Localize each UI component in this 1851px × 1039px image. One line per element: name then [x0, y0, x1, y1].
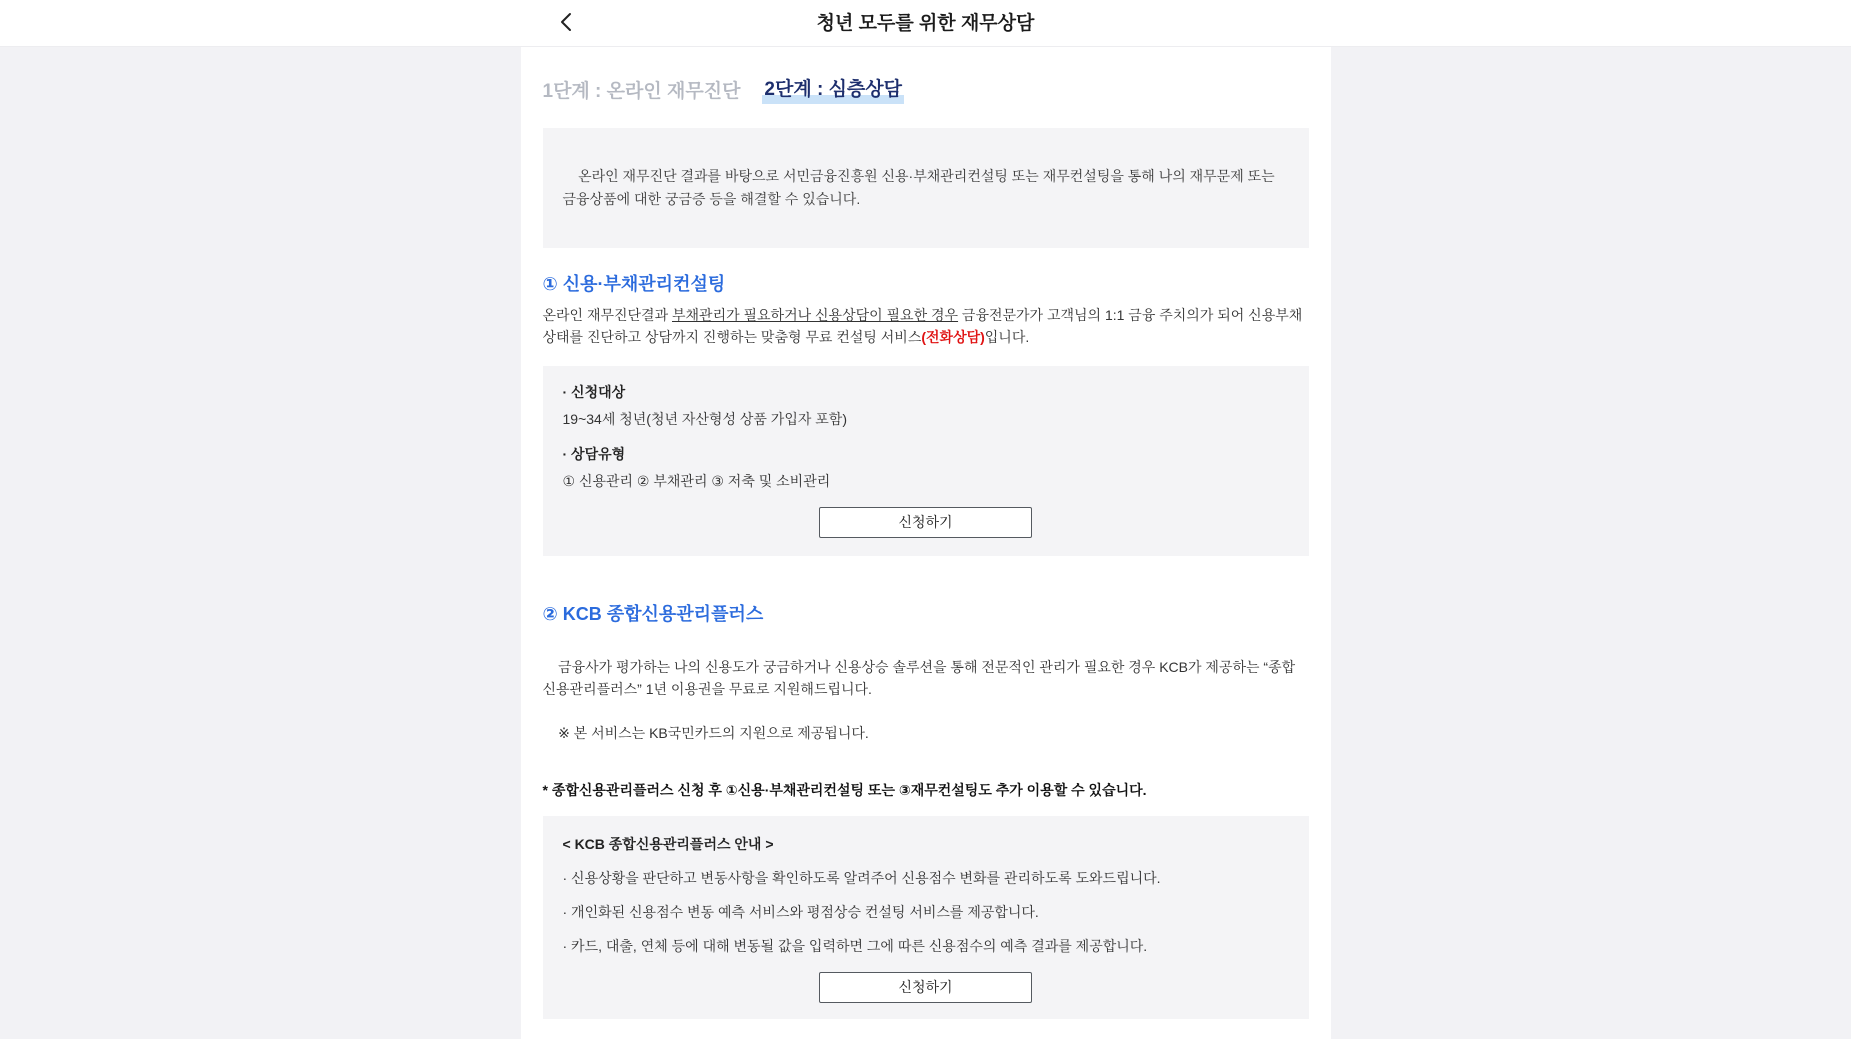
intro-text: 온라인 재무진단 결과를 바탕으로 서민금융진흥원 신용·부채관리컨설팅 또는 재무컨설팅을 통해 나의 재무문제 또는 금융상품에 대한 궁금증 등을 해결할 수 있습니다. [562, 167, 1279, 207]
tab-step2-in-depth-counseling[interactable]: 2단계 : 심층상담 [762, 79, 904, 104]
step-tabs [543, 47, 1309, 104]
section2-description [543, 634, 1309, 766]
content-card [521, 47, 1331, 1039]
section1-desc-post: 입니다. [984, 328, 1030, 345]
counsel-type-value: ① 신용관리 ② 부채관리 ③ 저축 및 소비관리 [562, 472, 831, 489]
apply-target-label: · 신청대상 [562, 383, 626, 400]
apply-target-group [563, 382, 1289, 429]
apply-target-value: 19~34세 청년(청년 자산형성 상품 가입자 포함) [562, 410, 847, 427]
tab-step1-online-diagnosis[interactable]: 1단계 : 온라인 재무진단 [542, 81, 741, 102]
kcb-guide-title: < KCB 종합신용관리플러스 안내 > [562, 835, 774, 852]
kcb-guide-bullet: · 카드, 대출, 연체 등에 대해 변동될 값을 입력하면 그에 따른 신용점수의 예측 결과를 제공합니다. [562, 937, 1148, 954]
section1-title: ① 신용·부채관리컨설팅 [542, 273, 726, 294]
section2-apply-button[interactable]: 신청하기 [819, 972, 1032, 1003]
page-title: 청년 모두를 위한 재무상담 [816, 13, 1035, 34]
kcb-guide-bullet: · 개인화된 신용점수 변동 예측 서비스와 평점상승 컨설팅 서비스를 제공합니다. [562, 903, 1039, 920]
section1-desc-underlined: 부채관리가 필요하거나 신용상담이 필요한 경우 [672, 306, 959, 323]
section2-title: ② KCB 종합신용관리플러스 [542, 603, 764, 624]
kcb-guide-bullet: · 신용상황을 판단하고 변동사항을 확인하도록 알려주어 신용점수 변화를 관리하도록 도와드립니다. [562, 869, 1161, 886]
section1-detail-box [543, 366, 1309, 556]
intro-info-box [543, 128, 1309, 248]
section2-desc-line1: 금융사가 평가하는 나의 신용도가 궁금하거나 신용상승 솔루션을 통해 전문적인 관리가 필요한 경우 KCB가 제공하는 “종합신용관리플러스” 1년 이용권을 무료로 지원해드립니다. [542, 658, 1296, 697]
section1-desc-phone-label: (전화상담) [921, 328, 985, 345]
section1-description [543, 304, 1309, 348]
kcb-guide-box [543, 816, 1309, 1019]
section1-desc-mid: 금융전문가가 고객님의 1:1 금융 주치의가 되어 신용부채 상태를 진단하고 상담까지 진행하는 맞춤형 무료 컨설팅 서비스 [542, 306, 1307, 345]
section2-desc-line2: ※ 본 서비스는 KB국민카드의 지원으로 제공됩니다. [558, 724, 869, 741]
section1-desc-pre: 온라인 재무진단결과 [542, 306, 672, 323]
counsel-type-label: · 상담유형 [562, 445, 626, 462]
top-header [0, 0, 1851, 47]
section2-note: * 종합신용관리플러스 신청 후 ①신용·부채관리컨설팅 또는 ③재무컨설팅도 추가 이용할 수 있습니다. [542, 781, 1147, 798]
counsel-type-group [563, 444, 1289, 491]
section1-apply-button[interactable]: 신청하기 [819, 507, 1032, 538]
